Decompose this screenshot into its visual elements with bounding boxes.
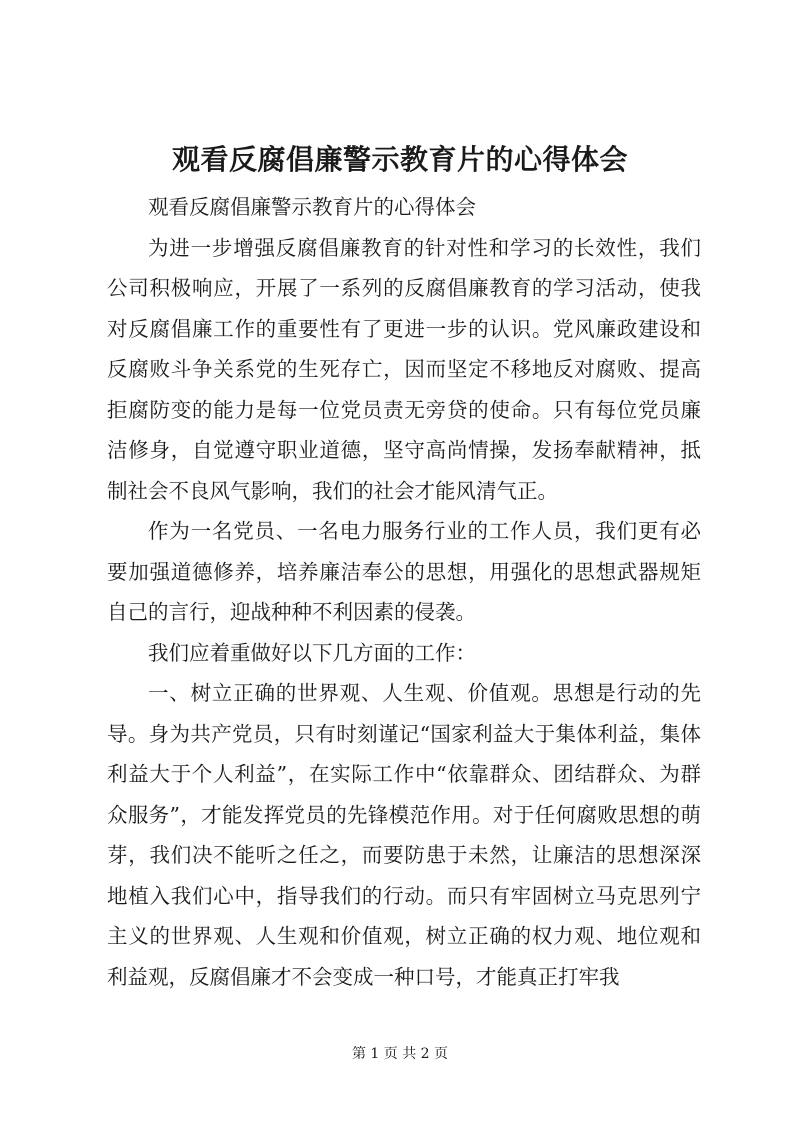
- paragraph-2: 作为一名党员、一名电力服务行业的工作人员，我们更有必要加强道德修养，培养廉洁奉公的思想，用强化的思想武器规矩自己的言行，迎战种种不利因素的侵袭。: [107, 519, 701, 624]
- document-title: 观看反腐倡廉警示教育片的心得体会: [171, 143, 628, 176]
- page-number-footer: 第 1 页 共 2 页: [351, 1046, 449, 1062]
- paragraph-4: 一、树立正确的世界观、人生观、价值观。思想是行动的先导。身为共产党员，只有时刻谨记“国家利益大于集体利益，集体利益大于个人利益”，在实际工作中“依靠群众、团结群众、为群众服务”，才能发挥党员的先锋模范作用。对于任何腐败思想的萌芽，我们决不能听之任之，而要防患于未然，让廉洁的思想深深地植入我们心中，指导我们的行动。而只有牢固树立马克思列宁主义的世界观、人生观和价值观，树立正确的权力观、地位观和利益观，反腐倡廉才不会变成一种口号，才能真正打牢我: [107, 681, 701, 989]
- paragraph-subtitle: 观看反腐倡廉警示教育片的心得体会: [148, 195, 476, 219]
- paragraph-1: 为进一步增强反腐倡廉教育的针对性和学习的长效性，我们公司积极响应，开展了一系列的反腐倡廉教育的学习活动，使我对反腐倡廉工作的重要性有了更进一步的认识。党风廉政建设和反腐败斗争关系党的生死存亡，因而坚定不移地反对腐败、提高拒腐防变的能力是每一位党员责无旁贷的使命。只有每位党员廉洁修身，自觉遵守职业道德，坚守高尚情操，发扬奉献精神，抵制社会不良风气影响，我们的社会才能风清气正。: [107, 235, 701, 503]
- paragraph-3: 我们应着重做好以下几方面的工作：: [148, 640, 476, 665]
- document-body: [107, 187, 701, 997]
